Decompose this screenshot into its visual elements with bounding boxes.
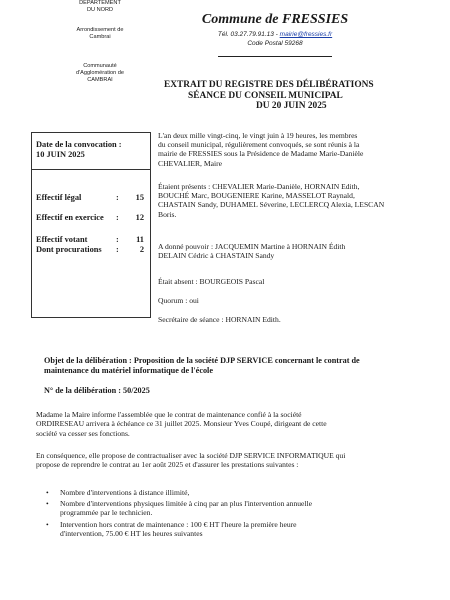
header-divider (218, 56, 332, 57)
effectif-label: Dont procurations (36, 245, 102, 254)
absent-line: Était absent : BOURGEOIS Pascal (158, 277, 265, 286)
intro-line: CHEVALIER, Maire (158, 158, 222, 168)
title-line-2: SÉANCE DU CONSEIL MUNICIPAL (188, 90, 343, 101)
phone-text: Tél. 03.27.79.91.13 - (217, 31, 278, 38)
bullet-item (46, 488, 420, 497)
department-header (52, 0, 148, 14)
department-line: DU NORD (86, 7, 114, 13)
effectif-value: 12 (135, 213, 144, 222)
body-line: propose de reprendre le contrat au 1er août 2025 et d'assurer les prestations suivantes : (36, 460, 299, 470)
pouvoir-line: DELAIN Cédric à CHASTAIN Sandy (158, 251, 275, 261)
arrondissement-line: Arrondissement de (76, 27, 124, 33)
secretaire-line: Secrétaire de séance : HORNAIN Edith. (158, 315, 281, 324)
bullet-line: Nombre d'interventions physiques limitée à cinq par an plus l'intervention annuelle (60, 499, 313, 508)
intro-line: du conseil municipal, régulièrement convoqués, se sont réunis à la (158, 140, 360, 150)
presents-line: CHASTAIN Sandy, DUHAMEL Séverine, LECLERCQ Alexia, LESCAN (158, 200, 385, 210)
presents-line: Boris. (158, 209, 177, 219)
postal-code: Code Postal 59268 (247, 40, 303, 47)
communaute-line: Communauté (83, 63, 117, 69)
convocation-label: Date de la convocation : (36, 140, 122, 149)
communaute-line: CAMBRAI (87, 77, 113, 83)
bullet-icon: • (46, 499, 49, 508)
presents-line: BOUCHÉ Marc, BOUGENIERE Karine, MASSELOT Raynald, (158, 191, 355, 201)
contact-line (200, 30, 350, 39)
bullet-icon: • (46, 520, 49, 529)
pouvoir-paragraph (158, 242, 420, 260)
bullet-item (46, 499, 420, 518)
convocation-date (36, 140, 148, 160)
effectif-value: 15 (135, 193, 144, 202)
object-line: Objet de la délibération : Proposition de la société DJP SERVICE concernant le contrat de (44, 356, 360, 365)
bullet-line: Nombre d'interventions à distance illimité, (60, 488, 190, 497)
department-line: DEPARTEMENT (79, 0, 121, 6)
body-line: société va cesser ses fonctions. (36, 428, 130, 438)
effectif-label: Effectif légal (36, 193, 82, 202)
effectif-votant-row: Effectif votant : 11 (36, 235, 144, 244)
effectif-value: 11 (136, 235, 144, 244)
effectif-value: 2 (139, 245, 144, 254)
procurations-row: Dont procurations : 2 (36, 245, 144, 254)
bullet-line: Intervention hors contrat de maintenance : 100 € HT l'heure la première heure (60, 520, 297, 529)
quorum-line: Quorum : oui (158, 296, 199, 305)
intro-line: L'an deux mille vingt-cinq, le vingt juin à 19 heures, les membres (158, 131, 358, 140)
communaute-header (52, 63, 148, 84)
body-paragraph-1 (36, 410, 424, 438)
bullet-icon: • (46, 488, 49, 497)
body-paragraph-2 (36, 451, 424, 470)
deliberation-number: N° de la délibération : 50/2025 (44, 386, 150, 395)
body-line: Madame la Maire informe l'assemblée que le contrat de maintenance confié à la société (36, 410, 302, 419)
pouvoir-line: A donné pouvoir : JACQUEMIN Martine à HORNAIN Édith (158, 242, 346, 251)
bullet-line: d'intervention, 75.00 € HT les heures suivantes (60, 529, 203, 539)
title-line-1: EXTRAIT DU REGISTRE DES DÉLIBÉRATIONS (164, 80, 374, 90)
title-line-3: DU 20 JUIN 2025 (256, 101, 327, 112)
contact-block (200, 30, 350, 48)
bullet-item (46, 520, 420, 539)
email-link[interactable]: mairie@fressies.fr (279, 31, 333, 38)
bullet-line: programmée par le technicien. (60, 508, 153, 518)
body-line: En conséquence, elle propose de contractualiser avec la société DJP SERVICE INFORMATIQUE qui (36, 451, 346, 460)
arrondissement-line: Cambrai (89, 34, 111, 40)
effectif-label: Effectif votant (36, 235, 88, 244)
effectif-exercice-row: Effectif en exercice : 12 (36, 213, 144, 222)
effectif-legal-row: Effectif légal : 15 (36, 193, 144, 202)
document-title (150, 80, 410, 112)
deliberation-object (44, 356, 424, 376)
arrondissement-header (52, 27, 148, 41)
communaute-line: d'Agglomération de (75, 70, 125, 76)
object-line: maintenance du matériel informatique de l'école (44, 366, 213, 375)
effectif-label: Effectif en exercice (36, 213, 104, 222)
intro-paragraph (158, 131, 420, 168)
presents-paragraph (158, 182, 420, 219)
body-line: ORDIRESEAU arrivera à échéance ce 31 juillet 2025. Monsieur Yves Coupé, dirigeant de cette (36, 419, 327, 429)
convocation-value: 10 JUIN 2025 (36, 150, 85, 159)
presents-line: Étaient présents : CHEVALIER Marie-Danièle, HORNAIN Edith, (158, 182, 360, 191)
commune-title: Commune de FRESSIES (201, 12, 349, 27)
intro-line: mairie de FRESSIES sous la Présidence de Madame Marie-Danièle (158, 149, 364, 159)
